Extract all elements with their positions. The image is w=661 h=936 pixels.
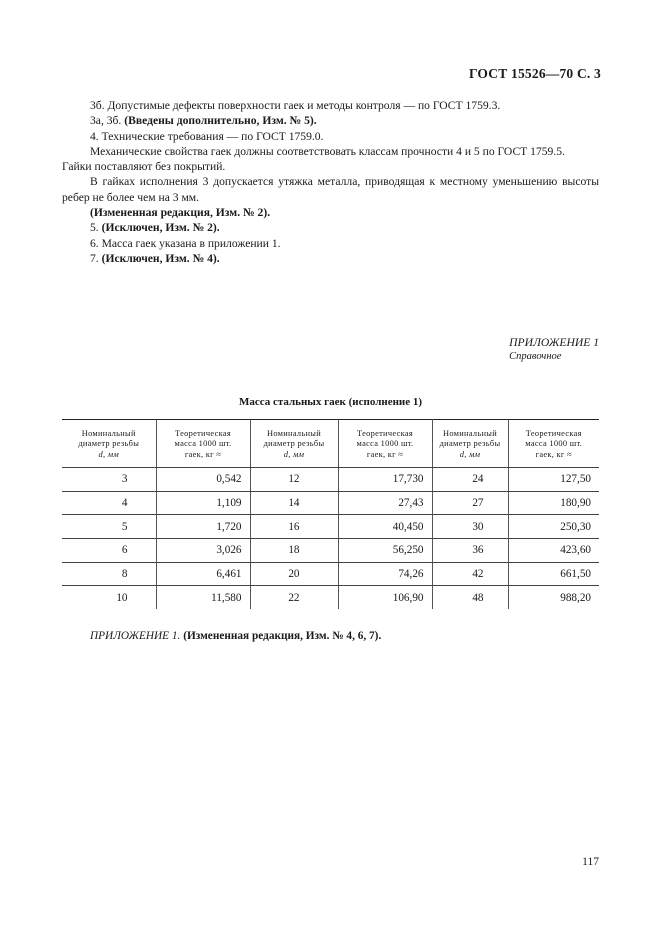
nut-mass-table [62,419,599,609]
header-line: диаметр резьбы [78,439,140,449]
table-row [62,562,599,586]
clause-3b [62,98,599,113]
clause-3b-text: 3б. Допустимые дефекты поверхности гаек и методы контроля — по ГОСТ 1759.3. [90,99,501,112]
shrinkage-clause [62,174,599,205]
table-cell: 27 [432,491,508,515]
appendix-revision-note [90,630,381,642]
header-diameter [250,420,338,468]
table-cell: 3 [62,468,156,492]
appendix-subtitle: Справочное [509,351,562,362]
table-cell: 3,026 [156,539,250,563]
table-cell: 127,50 [508,468,599,492]
footnote-appendix-ref: ПРИЛОЖЕНИЕ 1. [90,630,181,642]
header-line: диаметр резьбы [439,439,501,449]
table-cell: 106,90 [338,586,432,609]
header-mass [156,420,250,468]
table-row [62,515,599,539]
clause-7 [62,251,599,266]
header-diameter [432,420,508,468]
amendment-note: (Исключен, Изм. № 2). [101,221,220,235]
table-cell: 17,730 [338,468,432,492]
no-coating [62,159,599,174]
document-header: ГОСТ 15526—70 С. 3 [468,66,601,81]
clause-4 [62,129,599,144]
table-cell: 1,109 [156,491,250,515]
header-line: Теоретическая [356,428,413,438]
clause-5-number: 5. [90,221,102,235]
header-line: d, мм [459,449,481,459]
clause-3a-3b-note [62,113,599,128]
header-diameter [62,420,156,468]
header-mass [508,420,599,468]
table-cell: 27,43 [338,491,432,515]
body-text [62,98,599,266]
table-row [62,491,599,515]
header-mass [338,420,432,468]
table-cell: 36 [432,539,508,563]
header-line: Номинальный [442,428,498,438]
header-line: Теоретическая [174,428,231,438]
table-cell: 661,50 [508,562,599,586]
table-title: Масса стальных гаек (исполнение 1) [238,396,423,408]
table-cell: 988,20 [560,591,591,604]
header-line: масса 1000 шт. [174,439,232,449]
table-row [62,586,599,609]
clause-3a-3b-number: 3а, 3б. [90,114,125,128]
table-cell: 5 [62,515,156,539]
header-line: d, мм [283,449,305,459]
amendment-note: (Исключен, Изм. № 4). [101,251,220,265]
header-line: Теоретическая [525,428,582,438]
clause-7-number: 7. [90,251,102,265]
clause-4-text: 4. Технические требования — по ГОСТ 1759.0. [90,129,324,143]
table-cell: 8 [62,562,156,586]
table-row [62,539,599,563]
table-cell: 24 [432,468,508,492]
mechanical-properties [62,144,599,159]
table-cell: 42 [432,562,508,586]
header-line: гаек, кг ≈ [535,449,572,459]
table-cell: 30 [432,515,508,539]
table-row [62,468,599,492]
table-cell: 16 [250,515,338,539]
table-cell: 40,450 [338,515,432,539]
table-cell: 11,580 [156,586,250,609]
mechanical-properties-text: Механические свойства гаек должны соответствовать классам прочности 4 и 5 по ГОСТ 1759.5. [90,144,565,158]
table-cell: 250,30 [508,515,599,539]
header-line: Номинальный [266,428,322,438]
table-cell: 10 [62,586,156,609]
amendment-note: (Измененная редакция, Изм. № 2). [90,206,271,220]
table-header-row [62,420,599,468]
clause-6 [62,236,599,251]
appendix-title: ПРИЛОЖЕНИЕ 1 [509,336,599,349]
page-number: 117 [582,856,599,868]
table-cell: 1,720 [156,515,250,539]
table-cell: 180,90 [508,491,599,515]
table-cell: 6 [62,539,156,563]
header-line: масса 1000 шт. [525,439,583,449]
table-cell: 4 [62,491,156,515]
appendix-heading [509,336,599,364]
table-cell: 0,542 [156,468,250,492]
table-cell: 74,26 [338,562,432,586]
shrinkage-clause-text: В гайках исполнения 3 допускается утяжка металла, приводящая к местному уменьшению высоты ребер не более чем на 3 мм. [62,175,599,204]
no-coating-text: Гайки поставляют без покрытий. [62,160,226,174]
table-cell: 12 [250,468,338,492]
clause-5 [62,220,599,235]
header-line: масса 1000 шт. [356,439,414,449]
table-cell: 6,461 [156,562,250,586]
table-cell: 48 [432,586,508,609]
table-cell: 423,60 [508,539,599,563]
header-line: гаек, кг ≈ [184,449,222,459]
header-line: Номинальный [81,428,136,438]
amendment-note: (Введены дополнительно, Изм. № 5). [124,114,317,128]
table-cell: 22 [250,586,338,609]
header-line: диаметр резьбы [263,439,325,449]
revision-note-2 [62,205,599,220]
table-cell: 56,250 [338,539,432,563]
header-line: гаек, кг ≈ [366,449,404,459]
table-cell: 18 [250,539,338,563]
table-cell: 14 [250,491,338,515]
table-cell: 20 [250,562,338,586]
header-line: d, мм [98,449,120,459]
footnote-amendment: (Измененная редакция, Изм. № 4, 6, 7). [183,630,382,642]
clause-6-text: 6. Масса гаек указана в приложении 1. [90,236,281,250]
